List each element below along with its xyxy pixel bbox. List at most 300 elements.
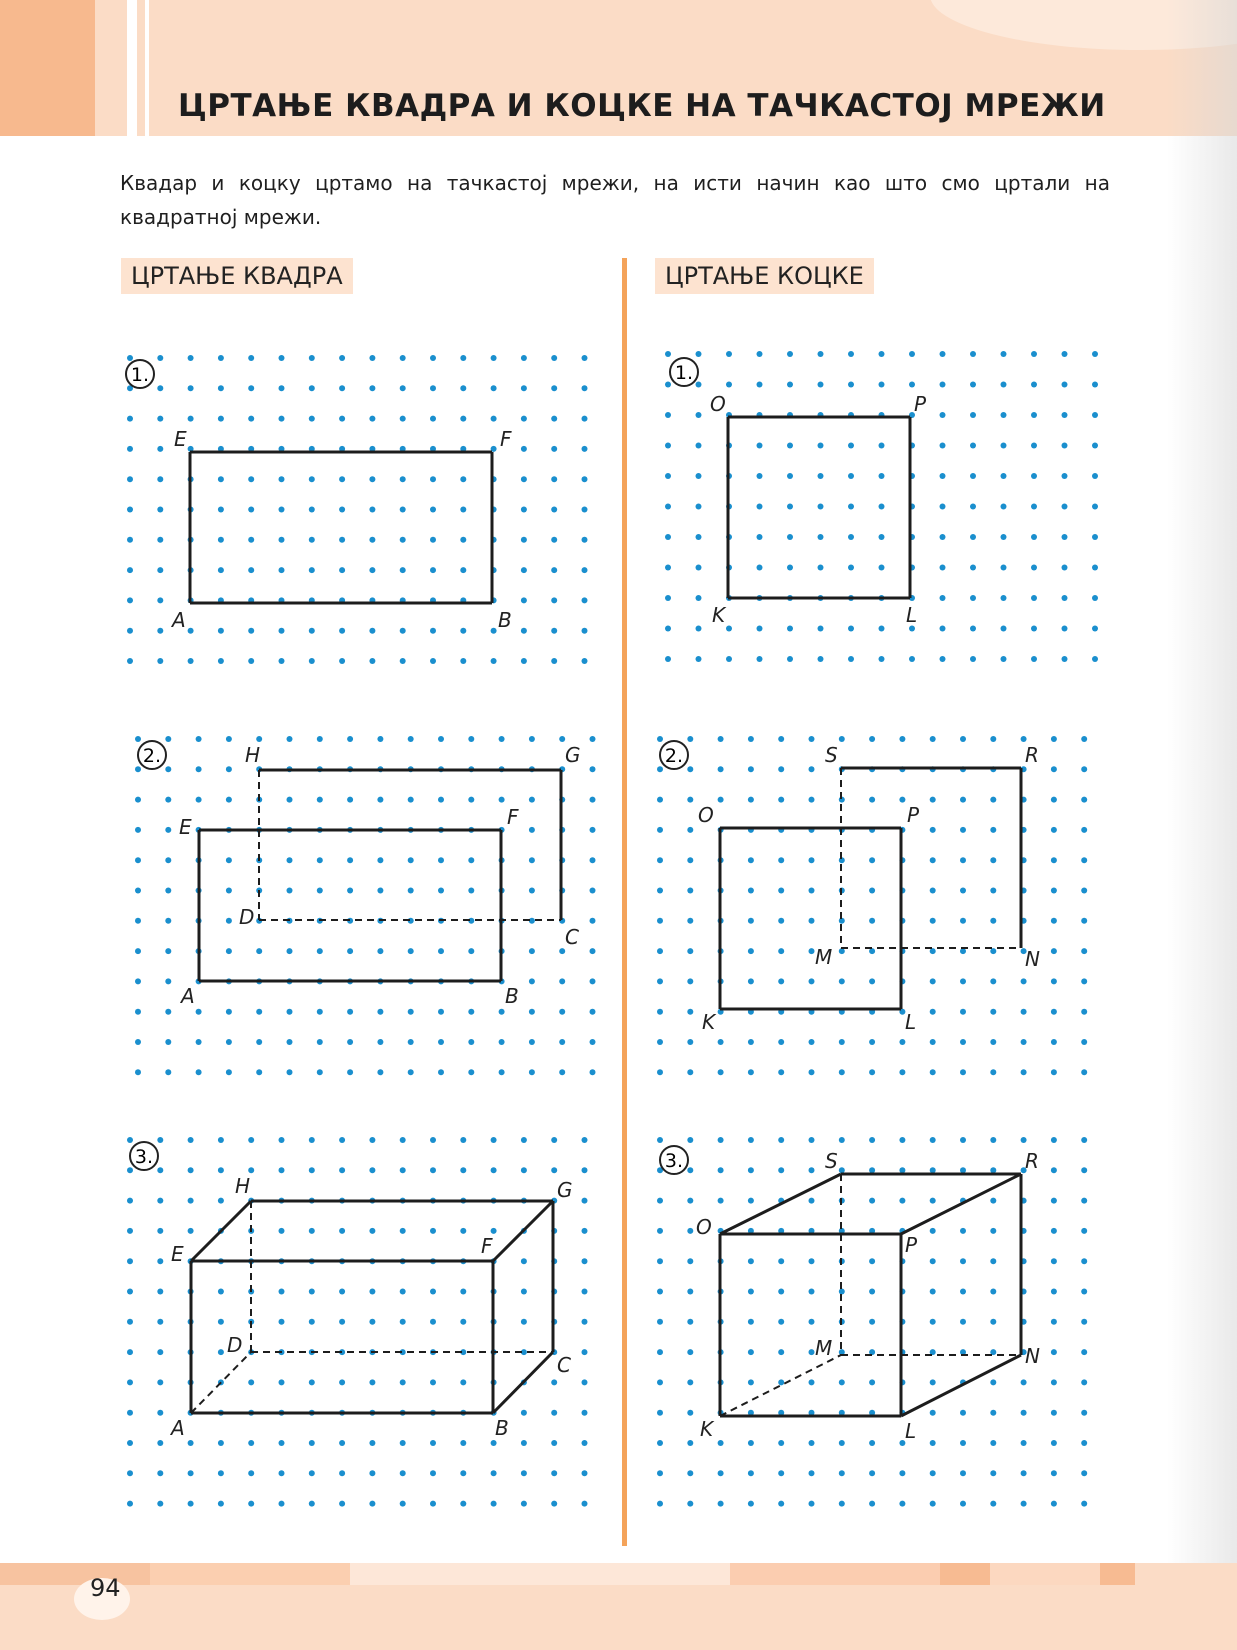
grid-dot [460, 507, 466, 513]
grid-dot [347, 888, 353, 894]
grid-dot [1051, 1258, 1057, 1264]
grid-dot [135, 1069, 141, 1075]
grid-dot [869, 1440, 875, 1446]
grid-dot [135, 888, 141, 894]
grid-dot [521, 537, 527, 543]
grid-dot [657, 1470, 663, 1476]
grid-dot [696, 626, 702, 632]
page-title: ЦРТАЊЕ КВАДРА И КОЦКЕ НА ТАЧКАСТОЈ МРЕЖИ [178, 88, 1106, 124]
grid-dot [521, 1319, 527, 1325]
grid-dot [818, 656, 824, 662]
grid-dot [990, 1009, 996, 1015]
grid-dot [687, 1009, 693, 1015]
grid-dot [687, 736, 693, 742]
vertex-label: K [700, 1417, 714, 1441]
grid-dot [940, 382, 946, 388]
grid-dot [1021, 1137, 1027, 1143]
grid-dot [1062, 656, 1068, 662]
grid-dot [551, 476, 557, 482]
grid-dot [1092, 656, 1098, 662]
grid-dot [778, 918, 784, 924]
grid-dot [279, 1137, 285, 1143]
grid-dot [582, 385, 588, 391]
grid-dot [990, 1440, 996, 1446]
grid-dot [400, 385, 406, 391]
grid-dot [748, 1349, 754, 1355]
grid-dot [279, 1379, 285, 1385]
hidden-edge [191, 1352, 251, 1413]
grid-dot [582, 355, 588, 361]
grid-dot [778, 1470, 784, 1476]
grid-dot [127, 416, 133, 422]
grid-dot [309, 1137, 315, 1143]
visible-edge [493, 1352, 553, 1413]
grid-dot [687, 1470, 693, 1476]
grid-dot [135, 827, 141, 833]
grid-dot [1092, 534, 1098, 540]
grid-dot [748, 1319, 754, 1325]
grid-dot [1051, 1440, 1057, 1446]
vertex-label: O [696, 1215, 712, 1239]
grid-dot [287, 1009, 293, 1015]
figure-cube-step-1 [654, 350, 1134, 680]
grid-dot [960, 1009, 966, 1015]
grid-dot [369, 1137, 375, 1143]
grid-dot [582, 1379, 588, 1385]
vertex-label: O [698, 803, 714, 827]
grid-dot [879, 351, 885, 357]
grid-dot [279, 567, 285, 573]
grid-dot [529, 1039, 535, 1045]
grid-dot [521, 628, 527, 634]
grid-dot [430, 416, 436, 422]
grid-dot [930, 1039, 936, 1045]
grid-dot [665, 626, 671, 632]
grid-dot [157, 567, 163, 573]
vertex-label: E [171, 1242, 184, 1266]
grid-dot [438, 1069, 444, 1075]
grid-dot [218, 385, 224, 391]
grid-dot [696, 382, 702, 388]
grid-dot [287, 888, 293, 894]
grid-dot [551, 1410, 557, 1416]
grid-dot [1081, 1198, 1087, 1204]
grid-dot [757, 534, 763, 540]
grid-dot [521, 597, 527, 603]
grid-dot [818, 504, 824, 510]
grid-dot [687, 1069, 693, 1075]
grid-dot [279, 658, 285, 664]
vertex-label: R [1025, 743, 1039, 767]
step-number: 2. [664, 745, 684, 767]
grid-dot [960, 1440, 966, 1446]
grid-dot [430, 507, 436, 513]
grid-dot [521, 658, 527, 664]
grid-dot [748, 1137, 754, 1143]
grid-dot [188, 355, 194, 361]
grid-dot [369, 628, 375, 634]
grid-dot [339, 355, 345, 361]
grid-dot [468, 1039, 474, 1045]
grid-dot [582, 597, 588, 603]
grid-dot [196, 1039, 202, 1045]
grid-dot [809, 797, 815, 803]
grid-dot [317, 736, 323, 742]
grid-dot [930, 888, 936, 894]
grid-dot [127, 1501, 133, 1507]
grid-dot [309, 507, 315, 513]
grid-dot [127, 1440, 133, 1446]
header-accent-block [0, 0, 95, 136]
grid-dot [657, 1319, 663, 1325]
grid-dot [930, 1258, 936, 1264]
grid-dot [879, 656, 885, 662]
grid-dot [1081, 1167, 1087, 1173]
grid-dot [369, 476, 375, 482]
grid-dot [279, 1319, 285, 1325]
grid-dot [408, 1009, 414, 1015]
grid-dot [529, 797, 535, 803]
vertex-label: N [1025, 1344, 1040, 1368]
grid-dot [460, 1228, 466, 1234]
grid-dot [218, 507, 224, 513]
vertex-label: B [505, 984, 519, 1008]
grid-dot [590, 766, 596, 772]
grid-dot [559, 1009, 565, 1015]
grid-dot [400, 658, 406, 664]
grid-dot [930, 797, 936, 803]
vertex-label: H [235, 1174, 251, 1198]
grid-dot [940, 412, 946, 418]
grid-dot [809, 1379, 815, 1385]
grid-dot [339, 658, 345, 664]
grid-dot [1051, 1137, 1057, 1143]
grid-dot [135, 1009, 141, 1015]
vertex-label: P [914, 392, 927, 416]
grid-dot [559, 1039, 565, 1045]
grid-dot [551, 1137, 557, 1143]
grid-dot [165, 948, 171, 954]
grid-dot [748, 766, 754, 772]
grid-dot [339, 416, 345, 422]
grid-dot [657, 888, 663, 894]
grid-dot [687, 978, 693, 984]
grid-dot [778, 1349, 784, 1355]
grid-dot [408, 797, 414, 803]
grid-dot [218, 1349, 224, 1355]
grid-dot [687, 1319, 693, 1325]
grid-dot [869, 1039, 875, 1045]
grid-dot [347, 857, 353, 863]
grid-dot [165, 797, 171, 803]
grid-dot [718, 1137, 724, 1143]
grid-dot [317, 948, 323, 954]
grid-dot [930, 1319, 936, 1325]
grid-dot [369, 537, 375, 543]
grid-dot [1021, 1379, 1027, 1385]
grid-dot [726, 656, 732, 662]
grid-dot [582, 567, 588, 573]
grid-dot [748, 1258, 754, 1264]
grid-dot [157, 1501, 163, 1507]
grid-dot [218, 658, 224, 664]
grid-dot [930, 1137, 936, 1143]
grid-dot [787, 504, 793, 510]
grid-dot [256, 736, 262, 742]
grid-dot [687, 1410, 693, 1416]
grid-dot [1051, 1289, 1057, 1295]
grid-dot [787, 351, 793, 357]
grid-dot [718, 1440, 724, 1446]
grid-dot [1081, 978, 1087, 984]
grid-dot [529, 978, 535, 984]
grid-dot [657, 766, 663, 772]
grid-dot [248, 628, 254, 634]
grid-dot [127, 658, 133, 664]
page-number: 94 [90, 1574, 121, 1602]
grid-dot [940, 504, 946, 510]
grid-dot [135, 857, 141, 863]
grid-dot [657, 1440, 663, 1446]
grid-dot [757, 626, 763, 632]
grid-dot [559, 736, 565, 742]
grid-dot [468, 948, 474, 954]
grid-dot [135, 948, 141, 954]
grid-dot [551, 1167, 557, 1173]
grid-dot [1051, 918, 1057, 924]
footer-stripe [730, 1563, 940, 1585]
grid-dot [1051, 827, 1057, 833]
grid-dot [521, 416, 527, 422]
grid-dot [787, 473, 793, 479]
grid-dot [157, 1258, 163, 1264]
grid-dot [279, 628, 285, 634]
grid-dot [165, 1069, 171, 1075]
grid-dot [377, 736, 383, 742]
grid-dot [839, 1137, 845, 1143]
footer-stripe [940, 1563, 990, 1585]
grid-dot [899, 797, 905, 803]
grid-dot [400, 1228, 406, 1234]
grid-dot [287, 857, 293, 863]
grid-dot [551, 658, 557, 664]
grid-dot [1081, 918, 1087, 924]
grid-dot [377, 948, 383, 954]
grid-dot [970, 443, 976, 449]
grid-dot [809, 1440, 815, 1446]
grid-dot [848, 443, 854, 449]
vertex-label: F [481, 1234, 493, 1258]
grid-dot [687, 1501, 693, 1507]
grid-dot [400, 416, 406, 422]
grid-dot [1051, 1069, 1057, 1075]
visible-edge [720, 1174, 841, 1234]
grid-dot [748, 888, 754, 894]
grid-dot [408, 888, 414, 894]
grid-dot [809, 1289, 815, 1295]
header-stripe [145, 0, 149, 136]
grid-dot [135, 797, 141, 803]
grid-dot [521, 1440, 527, 1446]
grid-dot [248, 385, 254, 391]
grid-dot [551, 1379, 557, 1385]
grid-dot [990, 888, 996, 894]
grid-dot [665, 565, 671, 571]
grid-dot [990, 797, 996, 803]
grid-dot [400, 1319, 406, 1325]
grid-dot [127, 628, 133, 634]
grid-dot [226, 888, 232, 894]
grid-dot [460, 567, 466, 573]
grid-dot [848, 626, 854, 632]
grid-dot [839, 1069, 845, 1075]
grid-dot [696, 656, 702, 662]
grid-dot [521, 446, 527, 452]
grid-dot [930, 1198, 936, 1204]
grid-dot [940, 656, 946, 662]
grid-dot [1001, 595, 1007, 601]
grid-dot [218, 1440, 224, 1446]
grid-dot [157, 476, 163, 482]
grid-dot [899, 1167, 905, 1173]
grid-dot [430, 658, 436, 664]
grid-dot [218, 1319, 224, 1325]
vertex-label: A [181, 984, 195, 1008]
grid-dot [687, 766, 693, 772]
grid-dot [990, 1289, 996, 1295]
grid-dot [1062, 443, 1068, 449]
grid-dot [339, 1167, 345, 1173]
vertex-label: C [565, 925, 579, 949]
grid-dot [748, 918, 754, 924]
grid-dot [665, 504, 671, 510]
grid-dot [369, 1167, 375, 1173]
grid-dot [377, 1069, 383, 1075]
grid-dot [521, 1167, 527, 1173]
grid-dot [1062, 595, 1068, 601]
grid-dot [157, 1440, 163, 1446]
grid-dot [787, 656, 793, 662]
grid-dot [960, 827, 966, 833]
grid-dot [839, 1470, 845, 1476]
grid-dot [468, 1069, 474, 1075]
grid-dot [848, 534, 854, 540]
grid-dot [460, 1319, 466, 1325]
grid-dot [1021, 1410, 1027, 1416]
grid-dot [1031, 565, 1037, 571]
grid-dot [339, 1289, 345, 1295]
grid-dot [377, 888, 383, 894]
grid-dot [248, 537, 254, 543]
grid-dot [430, 537, 436, 543]
grid-dot [665, 534, 671, 540]
grid-dot [499, 1009, 505, 1015]
grid-dot [1092, 504, 1098, 510]
grid-dot [1081, 1258, 1087, 1264]
grid-dot [960, 736, 966, 742]
grid-dot [529, 888, 535, 894]
grid-dot [1031, 534, 1037, 540]
grid-dot [930, 1009, 936, 1015]
grid-dot [1081, 857, 1087, 863]
grid-dot [1062, 565, 1068, 571]
grid-dot [1092, 626, 1098, 632]
grid-dot [748, 1440, 754, 1446]
grid-dot [960, 1501, 966, 1507]
grid-dot [127, 1349, 133, 1355]
grid-dot [757, 351, 763, 357]
grid-dot [687, 1379, 693, 1385]
grid-dot [559, 1069, 565, 1075]
grid-dot [899, 736, 905, 742]
grid-dot [1062, 412, 1068, 418]
grid-dot [839, 978, 845, 984]
grid-dot [430, 1319, 436, 1325]
vertex-label: G [565, 743, 581, 767]
grid-dot [582, 1228, 588, 1234]
grid-dot [990, 827, 996, 833]
figure-cuboid-step-3 [118, 1140, 598, 1520]
grid-dot [369, 1379, 375, 1385]
grid-dot [460, 385, 466, 391]
grid-dot [1001, 443, 1007, 449]
grid-dot [339, 1501, 345, 1507]
vertex-label: P [905, 1233, 918, 1257]
grid-dot [1081, 1501, 1087, 1507]
grid-dot [226, 948, 232, 954]
grid-dot [309, 658, 315, 664]
grid-dot [256, 1039, 262, 1045]
vertex-label: M [815, 945, 833, 969]
grid-dot [787, 534, 793, 540]
section-heading-cuboid: ЦРТАЊЕ КВАДРА [121, 258, 353, 294]
grid-dot [848, 382, 854, 388]
grid-dot [287, 1039, 293, 1045]
visible-edge [493, 1201, 553, 1261]
grid-dot [400, 355, 406, 361]
grid-dot [809, 1069, 815, 1075]
grid-dot [1051, 1410, 1057, 1416]
grid-dot [218, 1137, 224, 1143]
grid-dot [809, 766, 815, 772]
grid-dot [657, 1009, 663, 1015]
grid-dot [869, 1470, 875, 1476]
grid-dot [582, 1470, 588, 1476]
grid-dot [248, 567, 254, 573]
grid-dot [430, 1289, 436, 1295]
grid-dot [665, 412, 671, 418]
grid-dot [818, 382, 824, 388]
grid-dot [960, 1319, 966, 1325]
grid-dot [377, 797, 383, 803]
grid-dot [196, 797, 202, 803]
grid-dot [818, 473, 824, 479]
grid-dot [818, 351, 824, 357]
grid-dot [157, 1410, 163, 1416]
grid-dot [430, 1167, 436, 1173]
grid-dot [400, 507, 406, 513]
grid-dot [559, 978, 565, 984]
vertex-label: B [498, 608, 512, 632]
grid-dot [665, 351, 671, 357]
grid-dot [869, 978, 875, 984]
grid-dot [778, 1379, 784, 1385]
vertex-label: M [815, 1336, 833, 1360]
grid-dot [582, 1167, 588, 1173]
grid-dot [930, 1228, 936, 1234]
grid-dot [687, 1440, 693, 1446]
grid-dot [590, 1039, 596, 1045]
